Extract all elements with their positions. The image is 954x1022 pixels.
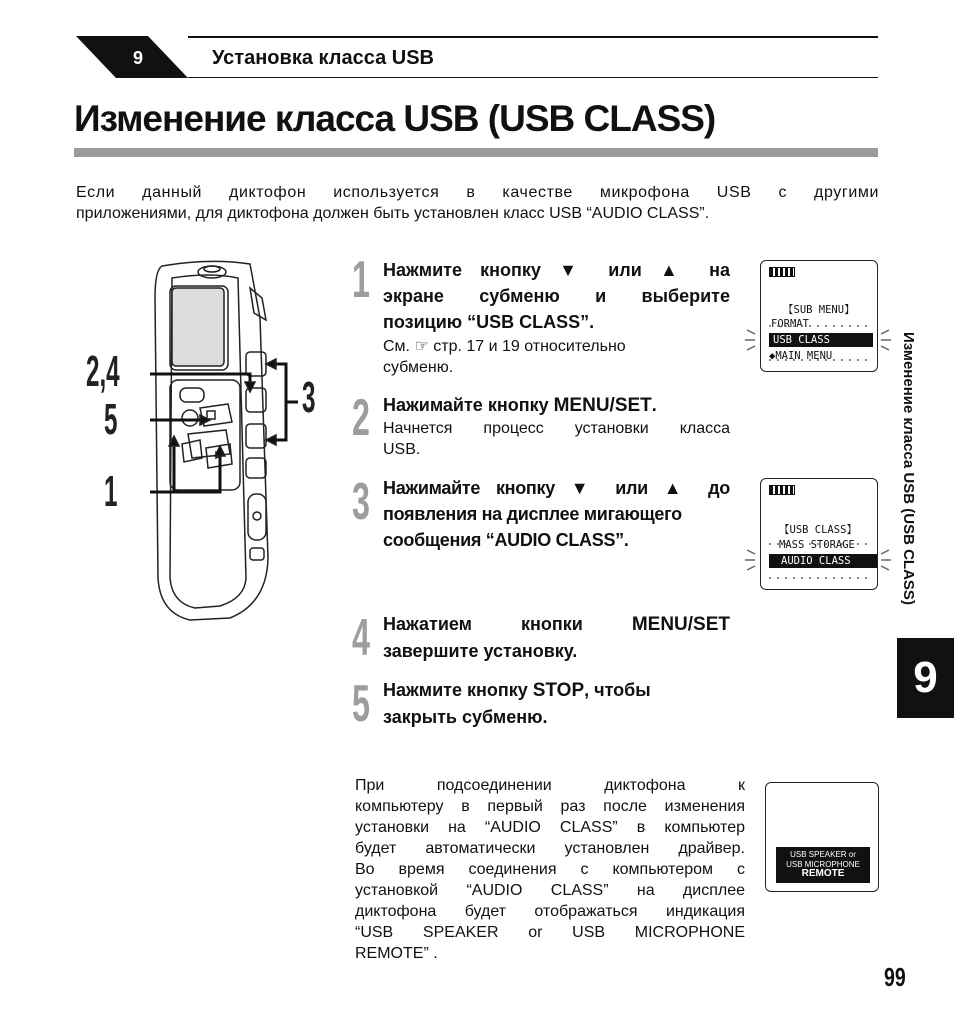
step-1-number: 1 bbox=[352, 251, 370, 309]
step-3-head-line-3: сообщения “AUDIO CLASS”. bbox=[383, 530, 629, 550]
section-number: 9 bbox=[132, 48, 143, 68]
side-section-label bbox=[898, 330, 922, 640]
lcd1-line-1: 【SUB MENU】 bbox=[783, 304, 855, 316]
menu-set-key-label: MENU/SET bbox=[553, 395, 652, 416]
intro-line-1: Если данный диктофон используется в качестве микрофона USB с другими bbox=[76, 184, 879, 201]
step-4-head-text: Нажатием кнопки bbox=[383, 614, 632, 634]
battery-icon bbox=[769, 267, 795, 277]
step-1-body bbox=[383, 336, 723, 378]
step-2-head-text: Нажимайте кнопку bbox=[383, 395, 554, 415]
callout-3: 3 bbox=[302, 373, 316, 422]
side-section-text: Изменение класса USB (USB CLASS) bbox=[900, 332, 917, 605]
step-2-head-post: . bbox=[651, 395, 657, 415]
step-3-number: 3 bbox=[352, 473, 370, 531]
bottom-paragraph bbox=[355, 775, 745, 964]
step-4-heading bbox=[383, 611, 730, 664]
callout-1: 1 bbox=[104, 467, 118, 516]
step-2-body-line-1: Начнется процесс установки класса bbox=[383, 420, 730, 437]
step-5-number: 5 bbox=[352, 675, 370, 733]
bottom-line-9: REMOTE” . bbox=[355, 945, 438, 962]
step-5-heading bbox=[383, 677, 730, 730]
bottom-line-6: установкой “AUDIO CLASS” на дисплее bbox=[355, 882, 745, 899]
bottom-line-4: будет автоматически установлен драйвер. bbox=[355, 840, 745, 857]
lcd1-blink-marks bbox=[745, 312, 891, 368]
lcd3-line-3: REMOTE bbox=[801, 868, 845, 879]
step-2-number: 2 bbox=[352, 389, 370, 447]
intro-paragraph bbox=[76, 182, 879, 224]
step-1-body-line-2: субменю. bbox=[383, 359, 454, 376]
header-rule-bottom bbox=[188, 77, 878, 78]
lcd3-message bbox=[776, 847, 870, 883]
intro-line-2: приложениями, для диктофона должен быть установлен класс USB “AUDIO CLASS”. bbox=[76, 205, 710, 222]
header-rule-top bbox=[188, 36, 878, 38]
callout-5: 5 bbox=[104, 395, 118, 444]
step-2-heading bbox=[383, 392, 730, 419]
callout-2-4: 2,4 bbox=[86, 347, 120, 396]
step-1-head-line-1: Нажмите кнопку ▼ или ▲ на bbox=[383, 260, 730, 280]
step-2-body-line-2: USB. bbox=[383, 441, 421, 458]
lcd2-line-1: 【USB CLASS】 bbox=[779, 524, 857, 536]
step-5-head-text: Нажмите кнопку bbox=[383, 680, 533, 700]
step-1-head-line-3: позицию “USB CLASS”. bbox=[383, 312, 595, 332]
page-number: 99 bbox=[884, 962, 906, 992]
step-3-head-line-2: появления на дисплее мигающего bbox=[383, 504, 682, 524]
stop-key-label: STOP bbox=[532, 680, 585, 701]
step-5-head-line-2: закрыть субменю. bbox=[383, 707, 548, 727]
bottom-line-8: “USB SPEAKER or USB MICROPHONE bbox=[355, 924, 745, 941]
step-4-head-line-2: завершите установку. bbox=[383, 641, 578, 661]
step-3-heading bbox=[383, 475, 730, 553]
title-rule bbox=[74, 148, 878, 157]
bottom-line-5: Во время соединения с компьютером с bbox=[355, 861, 745, 878]
page-title: Изменение класса USB (USB CLASS) bbox=[74, 98, 716, 139]
step-4-number: 4 bbox=[352, 609, 370, 667]
step-1-head-line-2: экране субменю и выберите bbox=[383, 286, 730, 306]
bottom-line-7: диктофона будет отображаться индикация bbox=[355, 903, 745, 920]
lcd2-blink-marks bbox=[745, 532, 891, 590]
battery-icon-2 bbox=[769, 485, 795, 495]
lcd1-line-2: FORMAT bbox=[771, 318, 809, 330]
lcd2-line-2: MASS STORAGE bbox=[779, 539, 855, 551]
section-title: Установка класса USB bbox=[212, 47, 434, 69]
lcd3-line-1: USB SPEAKER or bbox=[790, 850, 856, 859]
side-section-tab: 9 bbox=[897, 638, 954, 718]
step-5-head-post: , чтобы bbox=[584, 680, 651, 700]
lcd3-line-2: USB MICROPHONE bbox=[786, 859, 860, 869]
lcd1-line-3-highlighted: USB CLASS bbox=[769, 333, 873, 347]
step-1-body-line-1: См. ☞ стр. 17 и 19 относительно bbox=[383, 338, 626, 355]
step-1-heading bbox=[383, 257, 730, 335]
recorder-illustration bbox=[150, 258, 340, 628]
lcd1-line-4: ◆MAIN MENU bbox=[769, 350, 833, 362]
menu-set-key-label-2: MENU/SET bbox=[631, 614, 730, 635]
bottom-line-3: установки на “AUDIO CLASS” в компьютер bbox=[355, 819, 745, 836]
bottom-line-1: При подсоединении диктофона к bbox=[355, 777, 745, 794]
bottom-line-2: компьютеру в первый раз после изменения bbox=[355, 798, 745, 815]
lcd-usb-speaker-screen bbox=[765, 782, 879, 892]
lcd2-line-3-highlighted: AUDIO CLASS bbox=[769, 554, 877, 568]
step-2-body bbox=[383, 418, 730, 460]
step-3-head-line-1: Нажимайте кнопку ▼ или ▲ до bbox=[383, 478, 730, 498]
